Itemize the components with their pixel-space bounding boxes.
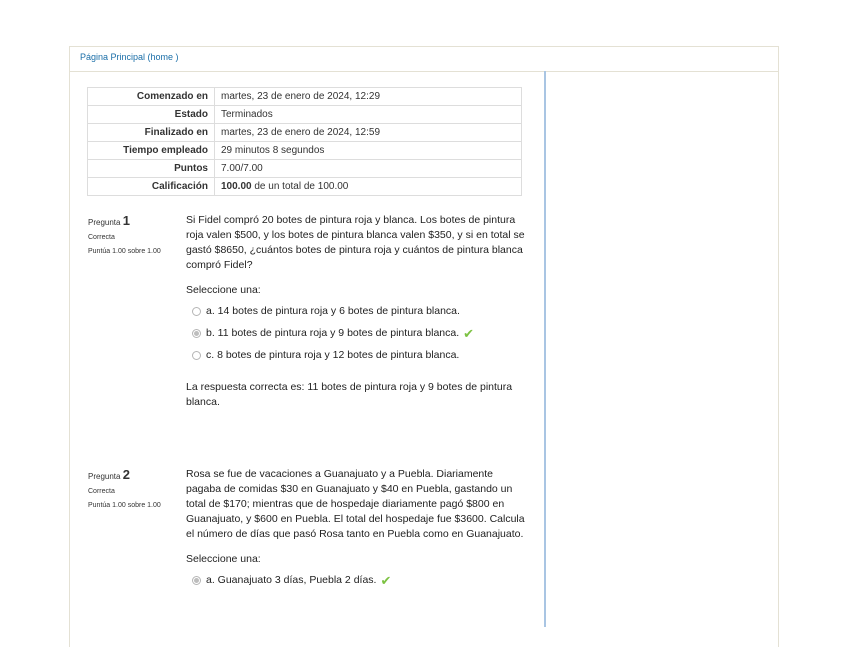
- question-number-value: 2: [122, 467, 130, 482]
- answer-option: [192, 300, 530, 322]
- question-number: [88, 213, 178, 228]
- summary-key: Tiempo empleado: [88, 142, 215, 160]
- question-label: Pregunta: [88, 472, 121, 481]
- summary-value: martes, 23 de enero de 2024, 12:29: [215, 88, 522, 106]
- summary-row: [88, 88, 522, 106]
- question-info: [88, 213, 178, 257]
- summary-value: Terminados: [215, 106, 522, 124]
- answer-prompt: Seleccione una:: [186, 553, 261, 565]
- summary-value: [215, 178, 522, 196]
- option-text: a. 14 botes de pintura roja y 6 botes de pintura blanca.: [206, 304, 460, 317]
- grade-value: 100.00: [221, 181, 252, 192]
- attempt-summary-table: [87, 87, 522, 196]
- summary-key: Estado: [88, 106, 215, 124]
- question-mark: Puntúa 1.00 sobre 1.00: [88, 248, 161, 255]
- question-label: Pregunta: [88, 218, 121, 227]
- correct-answer-feedback: La respuesta correcta es: 11 botes de pintura roja y 9 botes de pintura blanca.: [186, 381, 513, 408]
- summary-row: [88, 124, 522, 142]
- summary-key: Puntos: [88, 160, 215, 178]
- question-text: Rosa se fue de vacaciones a Guanajuato y a Puebla. Diariamente pagaba de comidas $30 en Guanajuato y $40 en Puebla, gastando un total de $170; mientras que de hospedaje diariamente pagó $800 en Guanajuato, y $600 en Puebla. El total del hospedaje fue $3600. Calcula el número de días que pasó Rosa tanto en Puebla como en Guanajuato.: [186, 468, 525, 540]
- question-content: [186, 213, 530, 410]
- summary-value: martes, 23 de enero de 2024, 12:59: [215, 124, 522, 142]
- answer-option: [192, 322, 530, 344]
- question-mark: Puntúa 1.00 sobre 1.00: [88, 502, 161, 509]
- option-text: b. 11 botes de pintura roja y 9 botes de pintura blanca.: [206, 326, 460, 339]
- question-info: [88, 467, 178, 511]
- question-number-value: 1: [122, 213, 130, 228]
- grade-total: de un total de 100.00: [251, 181, 349, 192]
- radio-button-selected[interactable]: [192, 576, 201, 585]
- summary-key: Comenzado en: [88, 88, 215, 106]
- summary-row: [88, 160, 522, 178]
- summary-value: 7.00/7.00: [215, 160, 522, 178]
- summary-row: [88, 178, 522, 196]
- summary-key: Calificación: [88, 178, 215, 196]
- answer-options: [186, 300, 530, 366]
- summary-key: Finalizado en: [88, 124, 215, 142]
- correct-check-icon: ✔: [380, 572, 392, 588]
- correct-check-icon: ✔: [463, 325, 475, 341]
- summary-row: [88, 106, 522, 124]
- question-number: [88, 467, 178, 482]
- answer-option: [192, 569, 530, 591]
- radio-button[interactable]: [192, 351, 201, 360]
- question-text: Si Fidel compró 20 botes de pintura roja y blanca. Los botes de pintura roja valen $500, y los botes de pintura blanca valen $350, y si en total se gastó $8650, ¿cuántos botes de pintura roja y cuántos de pintura blanca compró Fidel?: [186, 214, 525, 271]
- navbar: [69, 46, 779, 72]
- answer-options: [186, 569, 530, 591]
- radio-button[interactable]: [192, 307, 201, 316]
- radio-button-selected[interactable]: [192, 329, 201, 338]
- summary-row: [88, 142, 522, 160]
- answer-prompt: Seleccione una:: [186, 284, 261, 296]
- question-content: [186, 467, 530, 591]
- option-text: a. Guanajuato 3 días, Puebla 2 días.: [206, 573, 377, 586]
- summary-value: 29 minutos 8 segundos: [215, 142, 522, 160]
- answer-option: [192, 344, 530, 366]
- question-state: Correcta: [88, 488, 115, 495]
- option-text: c. 8 botes de pintura roja y 12 botes de pintura blanca.: [206, 348, 460, 361]
- quiz-review: [70, 71, 545, 631]
- breadcrumb-home-link[interactable]: Página Principal (home ): [80, 52, 179, 62]
- question-state: Correcta: [88, 234, 115, 241]
